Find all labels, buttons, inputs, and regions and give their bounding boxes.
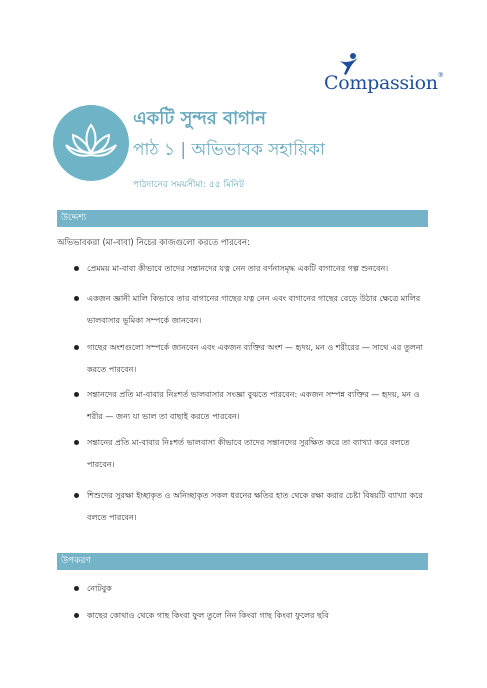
objectives-heading: উদ্দেশ্য — [57, 210, 428, 227]
material-item: কাছের কোথাও থেকে গাছ কিংবা ফুল তুলে নিন কিংবা গাছ কিংবা ফুলের ছবি — [87, 605, 432, 627]
materials-heading: উপকরণ — [57, 553, 428, 570]
objective-item: একজন জ্ঞানী মালি কিভাবে তার বাগানের গাছের যত্ন নেন এবং বাগানের গাছের বেড়ে উঠার ক্ষেত্রে মালির ভালবাসার ভূমিকা সম্পর্কে জানবেন। — [87, 288, 432, 332]
lesson-emblem — [53, 105, 129, 181]
logo-wordmark: Compassion® — [324, 72, 444, 94]
objective-item: সন্তানের প্রতি মা-বাবার নিঃশর্ত ভালবাসা কীভাবে তাদের সন্তানদের সুরক্ষিত করে তা ব্যাখ্যা করে বলতে পারবেন। — [87, 432, 432, 476]
session-duration: পাঠদানের সময়সীমা: ৫৫ মিনিট — [133, 180, 244, 190]
objective-item: গাছের অংশগুলো সম্পর্কে জানবেন এবং একজন ব্যক্তির অংশ — হৃদয়, মন ও শরীরের — সাথে এর তুলনা করতে পারবেন। — [87, 337, 432, 381]
objectives-intro: অভিভাবকরা (মা-বাবা) নিচের কাজগুলো করতে পারবেন: — [57, 238, 250, 248]
material-item: নোটবুক — [87, 578, 432, 600]
objective-item: প্রেমময় মা-বাবা কীভাবে তাদের সন্তানদের যত্ন নেন তার বর্ণনাসমৃদ্ধ একটি বাগানের গল্প শুনবেন। — [87, 258, 432, 280]
lotus-icon — [65, 121, 117, 165]
page-subtitle: পাঠ ১ | অভিভাবক সহায়িকা — [133, 140, 325, 160]
objective-item: সন্তানদের প্রতি মা-বাবার নিঃশর্ত ভালবাসার সংজ্ঞা বুঝতে পারবেন: একজন সম্পন্ন ব্যক্তির — হৃদয়, মন ও শরীর — জন্য যা ভাল তা বাছাই করতে পারবেন। — [87, 384, 432, 428]
page-title: একটি সুন্দর বাগান — [133, 108, 267, 129]
objective-item: শিশুদের সুরক্ষা ইচ্ছাকৃত ও অনিচ্ছাকৃত সকল ধরনের ক্ষতির হাত থেকে রক্ষা করার চেষ্টা বিষয়টি ব্যাখ্যা করে বলতে পারবেন। — [87, 485, 432, 529]
compassion-logo — [318, 52, 444, 102]
